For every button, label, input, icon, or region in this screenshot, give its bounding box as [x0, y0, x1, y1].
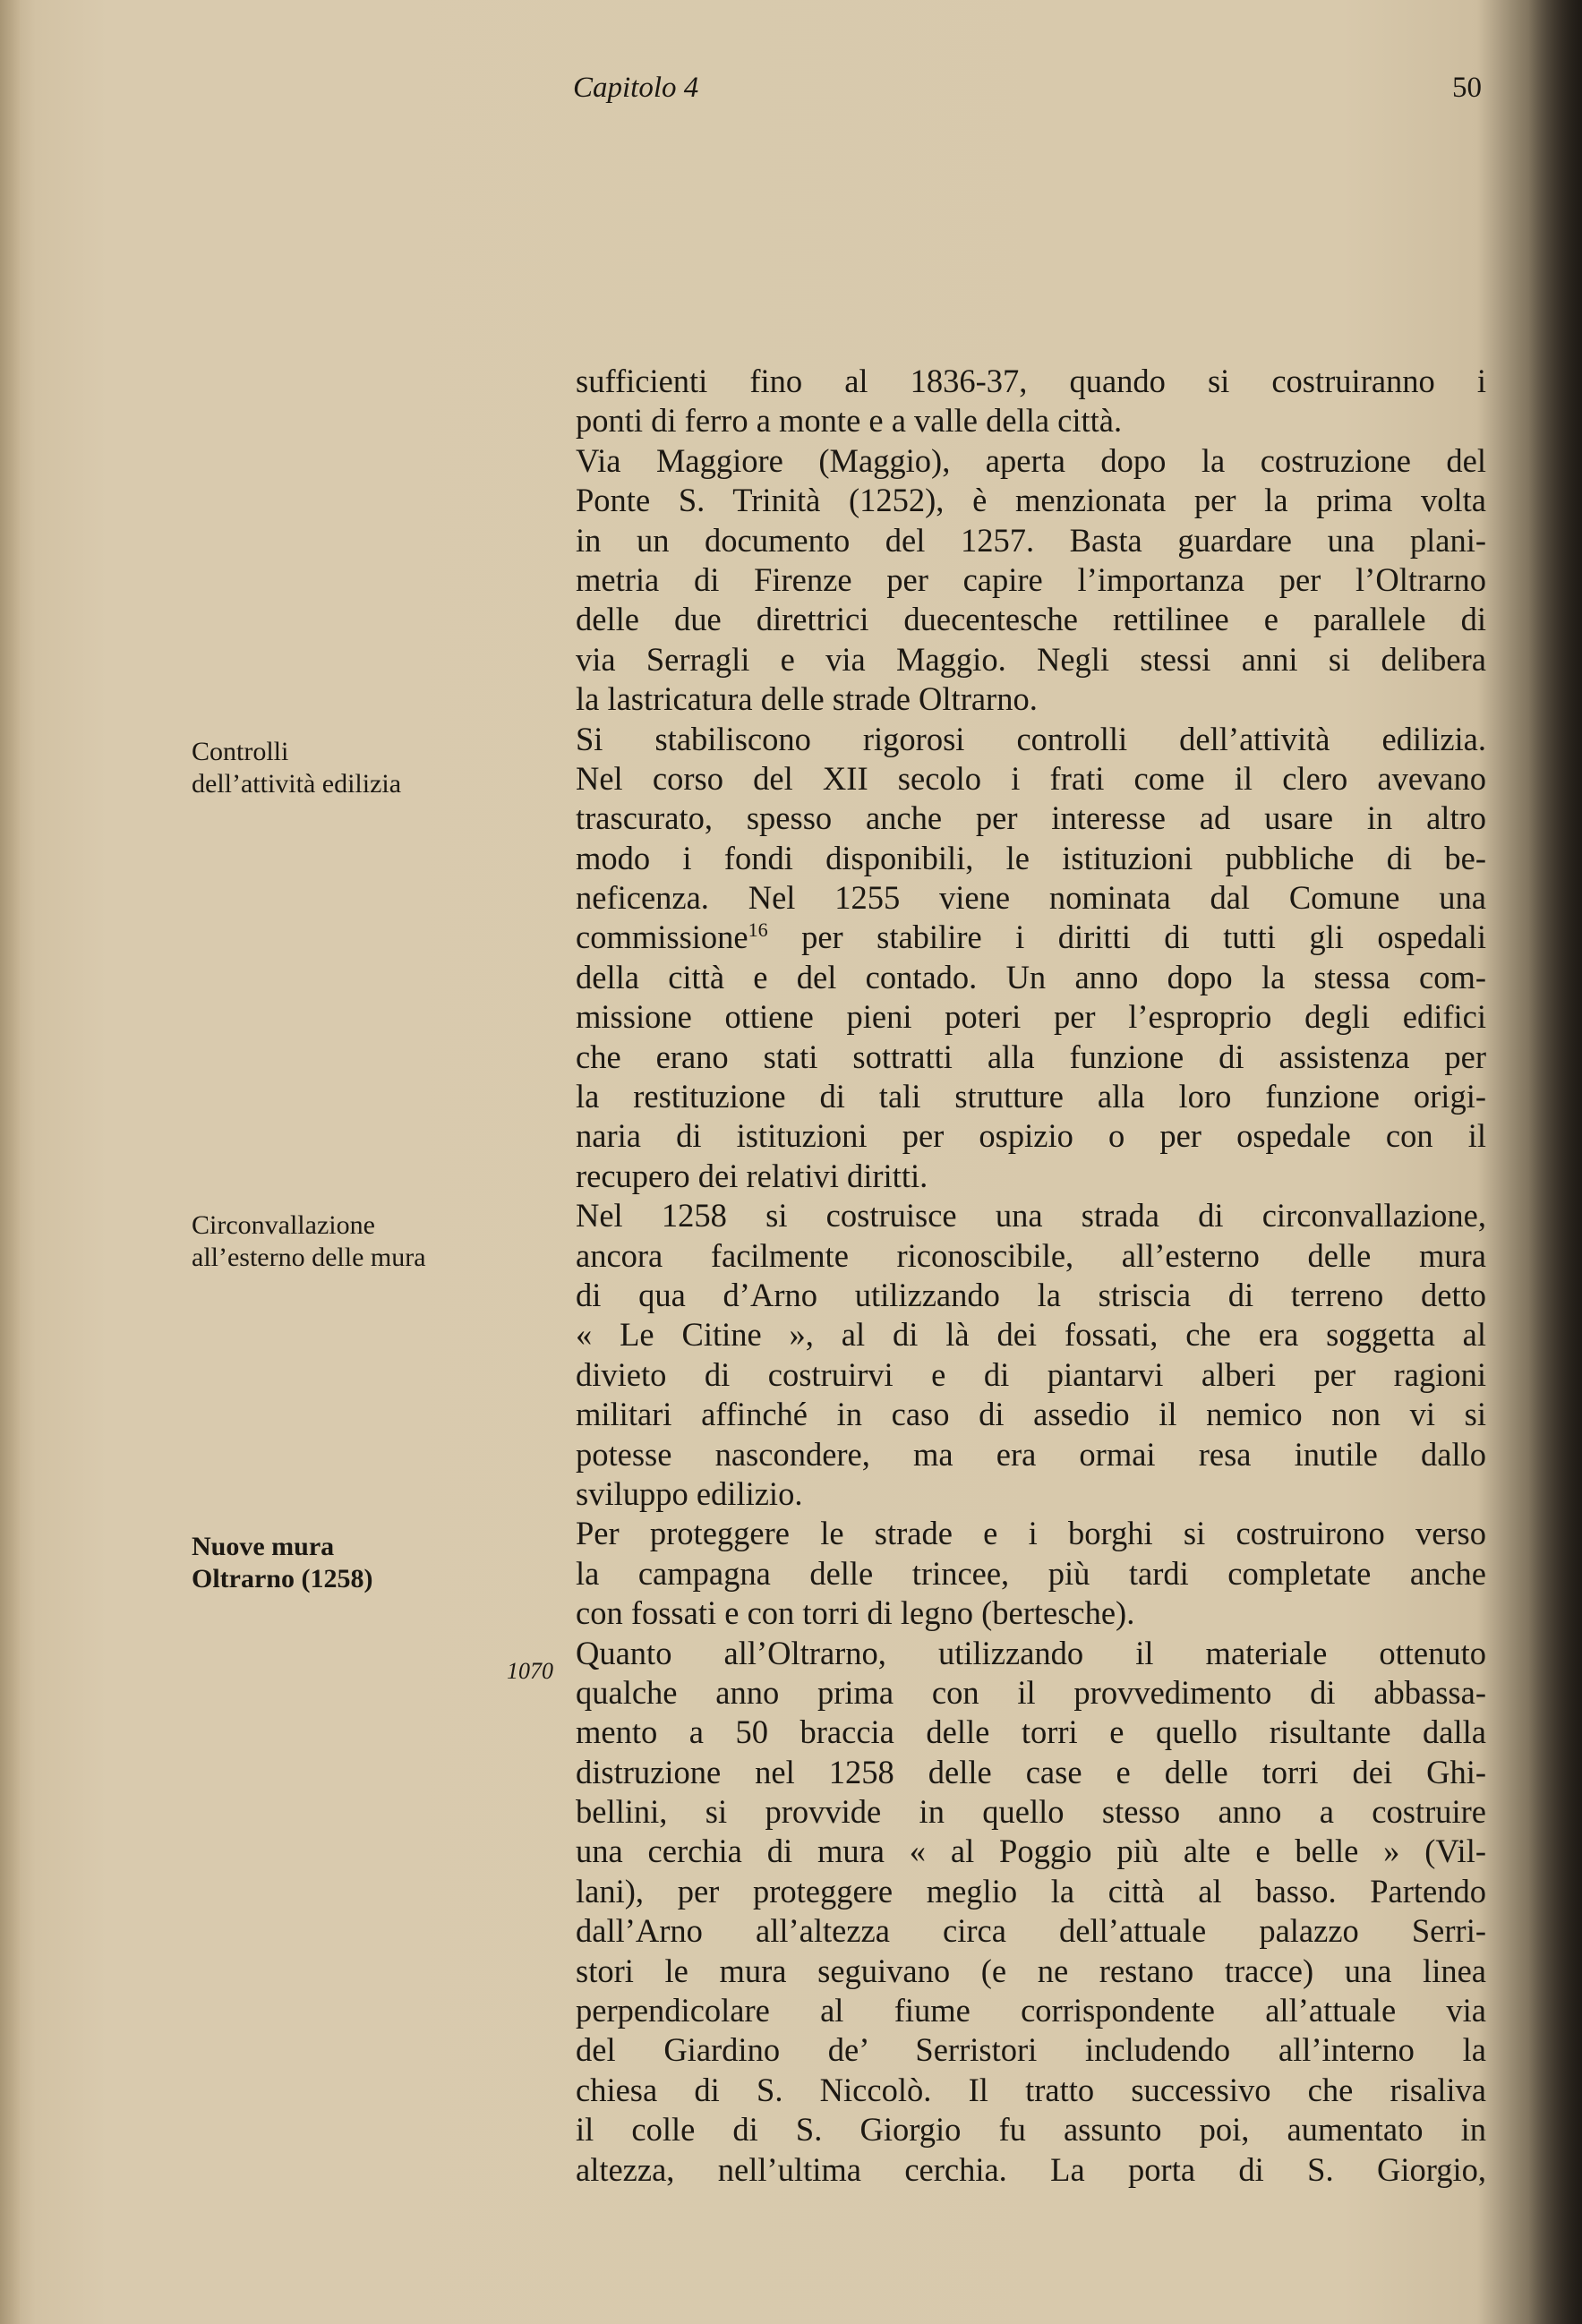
text-line: distruzione nel 1258 delle case e delle torri dei Ghi- — [576, 1753, 1486, 1790]
text-line: in un documento del 1257. Basta guardare una plani- — [576, 521, 1486, 559]
text-line: Nel 1258 si costruisce una strada di circonvallazione, — [576, 1197, 1486, 1235]
text-line: la campagna delle trincee, più tardi completate anche — [576, 1554, 1486, 1592]
text-line: sviluppo edilizio. — [576, 1474, 803, 1512]
text-line: « Le Citine », al di là dei fossati, che era soggetta al — [576, 1316, 1486, 1354]
page-gutter — [0, 0, 20, 2324]
text-line: il colle di S. Giorgio fu assunto poi, aumentato in — [576, 2111, 1486, 2149]
text-line: la restituzione di tali strutture alla loro funzione origi- — [576, 1078, 1486, 1115]
text-line: lani), per proteggere meglio la città al basso. Partendo — [576, 1872, 1486, 1910]
sidenote-line: Nuove mura — [192, 1532, 335, 1561]
text-line: trascurato, spesso anche per interesse ad usare in altro — [576, 799, 1486, 837]
sidenote-nuove-mura — [192, 1531, 372, 1595]
text-line-with-footnote — [576, 918, 1486, 957]
text-line: di qua d’Arno utilizzando la striscia di terreno detto — [576, 1276, 1486, 1313]
text-line: metria di Firenze per capire l’importanza per l’Oltrarno — [576, 560, 1486, 598]
text-line: ancora facilmente riconoscibile, all’esterno delle mura — [576, 1236, 1486, 1274]
body-text — [576, 362, 1486, 2190]
text-line: bellini, si provvide in quello stesso anno a costruire — [576, 1793, 1486, 1831]
page-number: 50 — [1452, 72, 1482, 104]
text-line: chiesa di S. Niccolò. Il tratto successivo che risaliva — [576, 2071, 1486, 2108]
text-line: una cerchia di mura « al Poggio più alte e belle » (Vil- — [576, 1833, 1486, 1870]
text-line: qualche anno prima con il provvedimento di abbassa- — [576, 1673, 1486, 1711]
text-fragment: per stabilire i diritti di tutti gli ospedali — [767, 918, 1486, 956]
text-line: delle due direttrici duecentesche rettilinee e parallele di — [576, 601, 1486, 638]
text-line: Si stabiliscono rigorosi controlli dell’attività edilizia. — [576, 720, 1486, 757]
chapter-title: Capitolo 4 — [573, 72, 699, 104]
text-line: altezza, nell’ultima cerchia. La porta di S. Giorgio, — [576, 2150, 1486, 2188]
text-line: divieto di costruirvi e di piantarvi alberi per ragioni — [576, 1355, 1486, 1393]
text-line: Quanto all’Oltrarno, utilizzando il materiale ottenuto — [576, 1634, 1486, 1671]
sidenote-line: dell’attività edilizia — [192, 769, 402, 799]
sidenote-controlli — [192, 736, 401, 800]
text-line: che erano stati sottratti alla funzione di assistenza per — [576, 1038, 1486, 1075]
text-line: neficenza. Nel 1255 viene nominata dal Comune una — [576, 879, 1486, 917]
text-line: mento a 50 braccia delle torri e quello risultante dalla — [576, 1713, 1486, 1751]
text-line: stori le mura seguivano (e ne restano tracce) una linea — [576, 1952, 1486, 1989]
sidenote-line: all’esterno delle mura — [192, 1243, 426, 1272]
text-line: della città e del contado. Un anno dopo la stessa com- — [576, 958, 1486, 995]
sidenote-line: Circonvallazione — [192, 1210, 375, 1240]
text-line: ponti di ferro a monte e a valle della città. — [576, 402, 1123, 440]
text-line: missione ottiene pieni poteri per l’esproprio degli edifici — [576, 998, 1486, 1036]
page-edge-shadow — [1528, 0, 1582, 2324]
footnote-marker: 16 — [748, 918, 768, 942]
text-line: Nel corso del XII secolo i frati come il clero avevano — [576, 759, 1486, 797]
text-line: recupero dei relativi diritti. — [576, 1157, 928, 1194]
text-line: Via Maggiore (Maggio), aperta dopo la costruzione del — [576, 441, 1486, 479]
sidenote-line: Oltrarno (1258) — [192, 1564, 373, 1593]
text-line: potesse nascondere, ma era ormai resa inutile dallo — [576, 1435, 1486, 1473]
text-fragment: commissione — [576, 918, 748, 956]
text-line: la lastricatura delle strade Oltrarno. — [576, 680, 1038, 718]
text-line: Ponte S. Trinità (1252), è menzionata per la prima volta — [576, 482, 1486, 519]
text-line: con fossati e con torri di legno (bertesche). — [576, 1594, 1135, 1632]
text-line: Per proteggere le strade e i borghi si costruirono verso — [576, 1515, 1486, 1552]
running-header — [0, 72, 1582, 116]
text-line: militari affinché in caso di assedio il nemico non vi si — [576, 1396, 1486, 1433]
text-line: del Giardino de’ Serristori includendo all’interno la — [576, 2031, 1486, 2069]
text-line: perpendicolare al fiume corrispondente all’attuale via — [576, 1992, 1486, 2029]
sidenote-circonvallazione — [192, 1209, 426, 1274]
text-line: dall’Arno all’altezza circa dell’attuale palazzo Serri- — [576, 1912, 1486, 1950]
text-line: via Serragli e via Maggio. Negli stessi anni si delibera — [576, 640, 1486, 678]
figure-reference: 1070 — [507, 1658, 553, 1684]
text-line: sufficienti fino al 1836-37, quando si costruiranno i — [576, 363, 1486, 399]
sidenote-line: Controlli — [192, 737, 289, 766]
text-line: naria di istituzioni per ospizio o per ospedale con il — [576, 1117, 1486, 1155]
text-line: modo i fondi disponibili, le istituzioni pubbliche di be- — [576, 839, 1486, 876]
